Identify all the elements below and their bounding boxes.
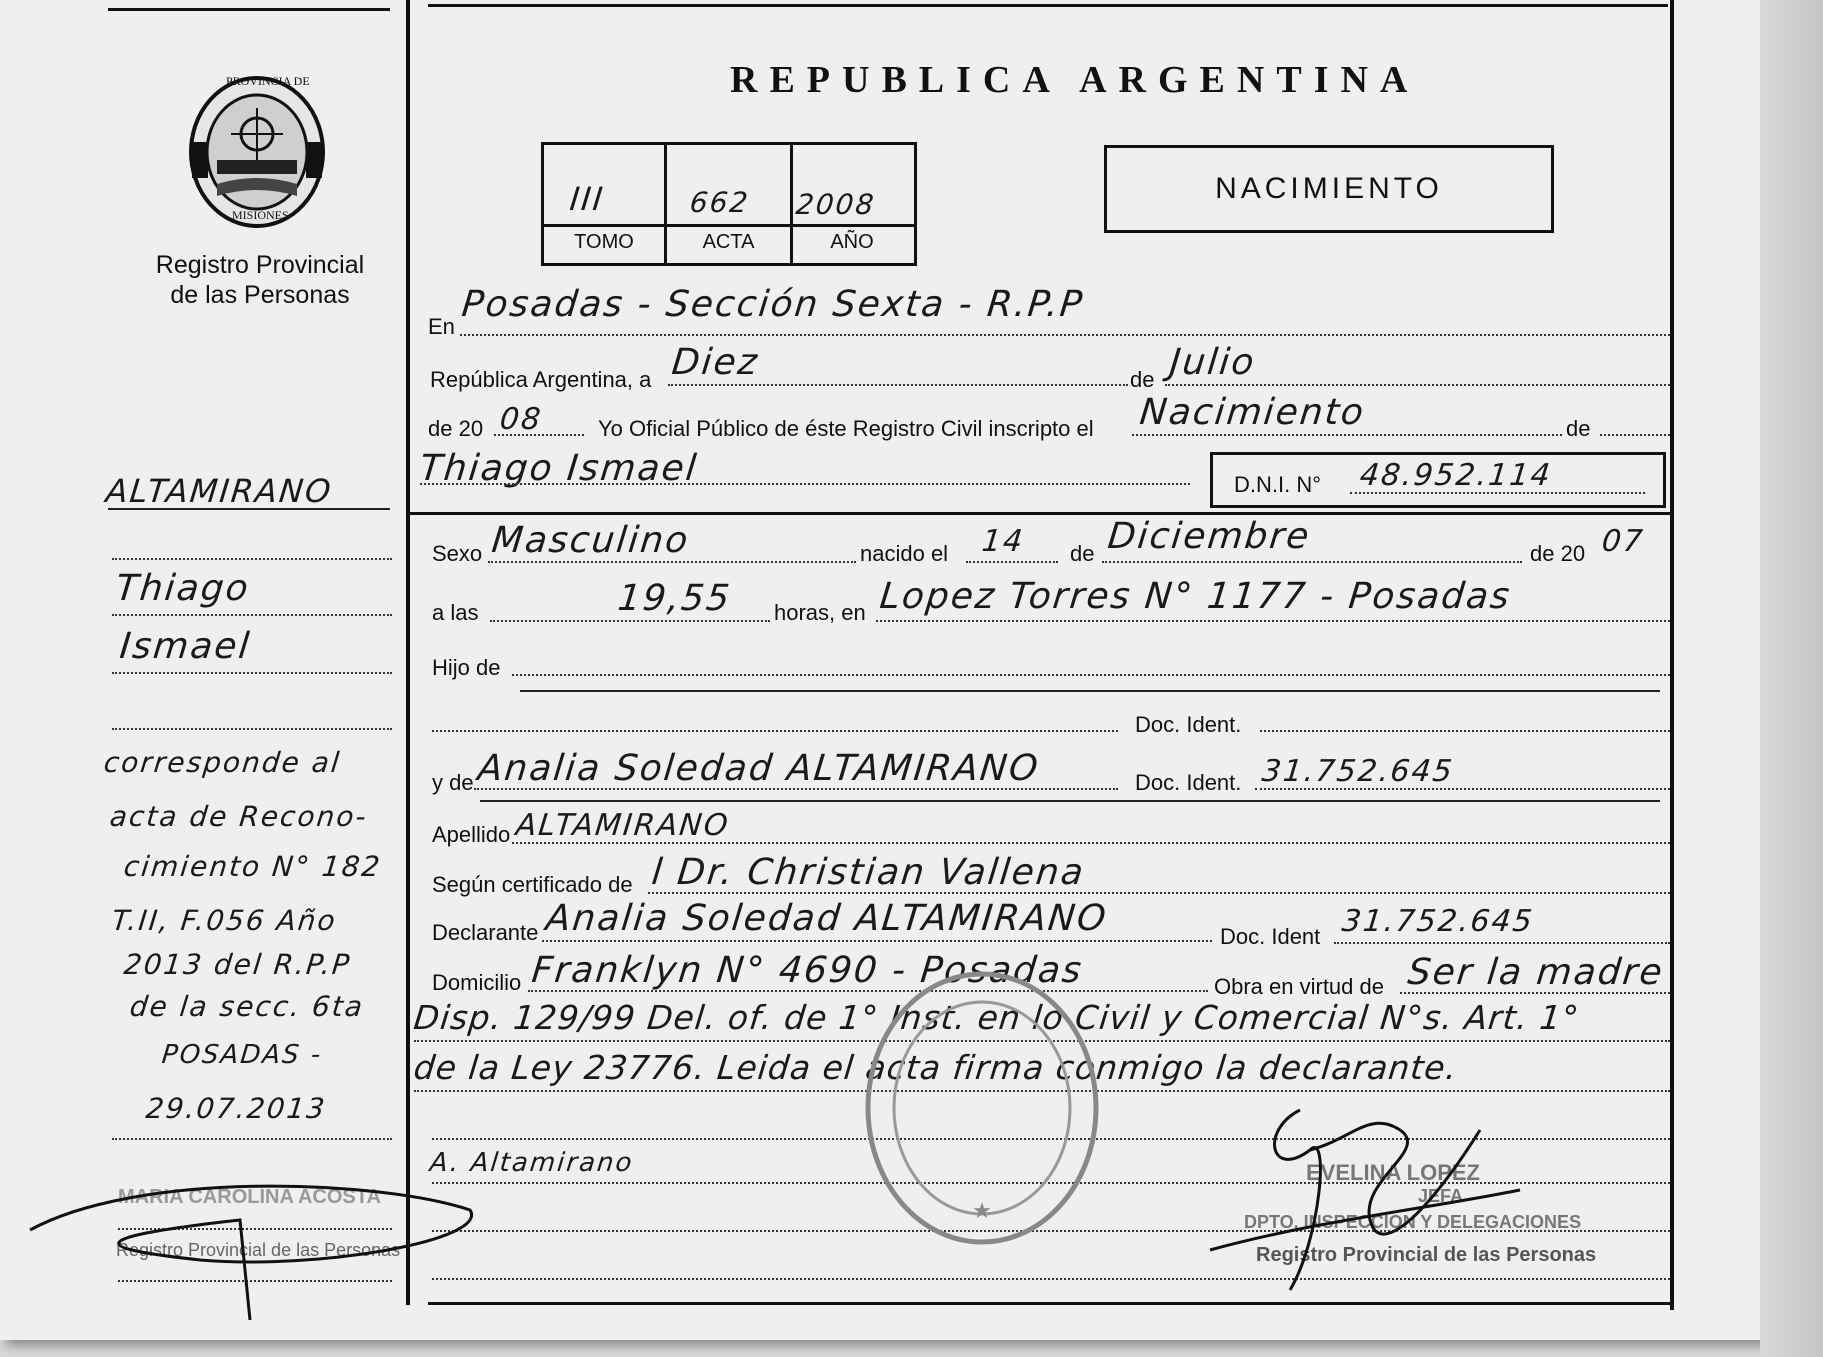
- nacido-day-rule: [966, 561, 1058, 563]
- madre-strike: [480, 800, 1660, 802]
- republica-label: República Argentina, a: [430, 367, 652, 392]
- margin-rule-e: [112, 1138, 392, 1140]
- sexo-label: Sexo: [432, 541, 483, 566]
- a-las-label: a las: [432, 600, 479, 625]
- margin-note-2: acta de Recono-: [108, 800, 370, 833]
- ano-label: AÑO: [830, 231, 874, 253]
- obra-rule: [1400, 992, 1670, 994]
- certificado-label: Según certificado de: [432, 872, 633, 897]
- domicilio-label: Domicilio: [432, 970, 522, 995]
- margin-note-6: de la secc. 6ta: [128, 990, 366, 1023]
- margin-rule-a: [112, 558, 392, 560]
- nacido-year: 07: [1600, 524, 1647, 559]
- oficial-text: Yo Oficial Público de éste Registro Civil inscripto el: [598, 416, 1094, 441]
- book-page-edge: [1760, 0, 1823, 1357]
- year-value: 08: [498, 402, 545, 437]
- margin-note-4: T.II, F.056 Año: [110, 904, 339, 937]
- apellido-label: Apellido: [432, 822, 511, 847]
- margin-note-5: 2013 del R.P.P: [122, 948, 353, 981]
- margin-rule-b: [112, 614, 392, 616]
- svg-text:★: ★: [972, 1198, 992, 1223]
- observation-line-2: de la Ley 23776. Leida el acta firma conmigo la declarante.: [411, 1048, 1460, 1087]
- official-round-stamp: [862, 968, 1102, 1248]
- dni-rule: [1350, 492, 1645, 494]
- margin-rule-c: [112, 672, 392, 674]
- madre-rule: [474, 788, 1118, 790]
- tomo-label: TOMO: [574, 231, 634, 253]
- tomo-value: III: [568, 180, 607, 218]
- registry-line-2: de las Personas: [170, 281, 350, 309]
- hijo-label: Hijo de: [432, 655, 501, 680]
- en-rule: [460, 334, 1670, 336]
- lugar-rule: [876, 620, 1670, 622]
- hora-value: 19,55: [615, 578, 734, 619]
- de2-label: de: [1566, 416, 1591, 441]
- left-column-divider: [406, 0, 410, 1305]
- dni-value: 48.952.114: [1358, 458, 1554, 493]
- official-stamp-registry: Registro Provincial de las Personas: [1256, 1244, 1597, 1266]
- obra-value: Ser la madre: [1405, 952, 1666, 993]
- section-rule-1: [408, 512, 1670, 515]
- nacido-de-label: de: [1070, 541, 1095, 566]
- day-value: Diez: [669, 342, 761, 383]
- apellido-rule: [512, 842, 1670, 844]
- declarante-doc-label: Doc. Ident: [1220, 924, 1321, 949]
- madre-doc-rule: [1255, 788, 1670, 790]
- observation-line-1: Disp. 129/99 Del. of. de 1° Inst. en lo Civil y Comercial N°s. Art. 1°: [411, 998, 1582, 1037]
- margin-surname-rule: [108, 508, 390, 510]
- sexo-rule: [488, 561, 856, 563]
- day-rule: [668, 384, 1128, 386]
- margin-note-7: POSADAS -: [160, 1040, 324, 1070]
- nacido-label: nacido el: [860, 541, 949, 566]
- madre-value: Analia Soledad ALTAMIRANO: [475, 748, 1042, 789]
- margin-rule-d: [112, 728, 392, 730]
- nacido-month-rule: [1102, 561, 1522, 563]
- inscripto-value: Nacimiento: [1137, 392, 1368, 433]
- registry-line-1: Registro Provincial: [155, 251, 365, 279]
- month-value: Julio: [1167, 342, 1258, 383]
- padre-doc-label: Doc. Ident.: [1135, 712, 1242, 737]
- child-name-rule: [420, 483, 1190, 485]
- margin-surname: ALTAMIRANO: [104, 472, 335, 510]
- madre-doc-label: Doc. Ident.: [1135, 770, 1242, 795]
- official-stamp-name: EVELINA LOPEZ: [1306, 1160, 1480, 1185]
- hijo-strike: [520, 690, 1660, 692]
- hijo-rule: [512, 674, 1670, 676]
- madre-label: y de: [432, 770, 474, 795]
- margin-signature: [20, 1150, 490, 1340]
- margin-stamp-registry: Registro Provincial de las Personas: [116, 1240, 401, 1260]
- madre-doc-value: 31.752.645: [1260, 754, 1456, 789]
- en-value: Posadas - Sección Sexta - R.P.P: [459, 284, 1086, 325]
- year-prefix: de 20: [428, 416, 484, 441]
- month-de-label: de: [1130, 367, 1155, 392]
- nacido-day: 14: [980, 524, 1027, 559]
- top-rule-left: [108, 8, 390, 11]
- top-rule-right: [428, 4, 1668, 7]
- certificado-value: l Dr. Christian Vallena: [649, 852, 1088, 893]
- padre-doc-rule: [1260, 730, 1670, 732]
- en-label: En: [428, 314, 455, 339]
- ano-value: 2008: [794, 188, 877, 221]
- declarante-label: Declarante: [432, 920, 539, 945]
- declarante-rule: [542, 940, 1212, 942]
- acta-value: 662: [688, 186, 752, 219]
- margin-stamp-name: MARIA CAROLINA ACOSTA: [118, 1186, 381, 1208]
- padre-rule: [432, 730, 1118, 732]
- margin-note-3: cimiento N° 182: [122, 850, 384, 883]
- seal-text-top: PROVINCIA DE: [226, 74, 310, 88]
- margin-note-8: 29.07.2013: [144, 1092, 329, 1125]
- official-stamp-role: JEFA: [1418, 1186, 1464, 1206]
- declarante-value: Analia Soledad ALTAMIRANO: [543, 898, 1110, 939]
- margin-given-1: Thiago: [113, 568, 252, 609]
- de2-rule: [1600, 434, 1670, 436]
- hora-rule: [490, 620, 770, 622]
- year-rule: [494, 434, 584, 436]
- official-stamp-dept: DPTO. INSPECCION Y DELEGACIONES: [1244, 1212, 1582, 1232]
- margin-given-2: Ismael: [117, 626, 253, 667]
- official-signature: [1200, 1090, 1540, 1310]
- country-title: REPUBLICA ARGENTINA: [730, 59, 1420, 101]
- acta-label: ACTA: [702, 231, 755, 253]
- horas-en-label: horas, en: [774, 600, 866, 625]
- nacido-month: Diciembre: [1105, 516, 1313, 557]
- declarante-signature: A. Altamirano: [428, 1148, 636, 1178]
- record-type-box: NACIMIENTO: [1104, 145, 1554, 233]
- declarante-doc-value: 31.752.645: [1340, 904, 1536, 939]
- month-rule: [1165, 384, 1670, 386]
- nacido-de20-label: de 20: [1530, 541, 1586, 566]
- lugar-value: Lopez Torres N° 1177 - Posadas: [877, 576, 1514, 617]
- registry-name: [110, 250, 410, 310]
- right-border-line: [1670, 0, 1674, 1310]
- record-table-label-rule: [541, 224, 914, 227]
- seal-text-bottom: MISIONES: [232, 208, 289, 222]
- sexo-value: Masculino: [489, 520, 692, 561]
- declarante-doc-rule: [1334, 942, 1670, 944]
- inscripto-rule: [1132, 434, 1562, 436]
- margin-note-1: corresponde al: [102, 746, 343, 779]
- certificado-rule: [648, 892, 1670, 894]
- dni-label: D.N.I. N°: [1234, 472, 1322, 497]
- domicilio-value: Franklyn N° 4690 - Posadas: [529, 950, 1086, 991]
- child-name-value: Thiago Ismael: [417, 448, 700, 489]
- obra-label: Obra en virtud de: [1214, 974, 1384, 999]
- apellido-value: ALTAMIRANO: [514, 808, 732, 843]
